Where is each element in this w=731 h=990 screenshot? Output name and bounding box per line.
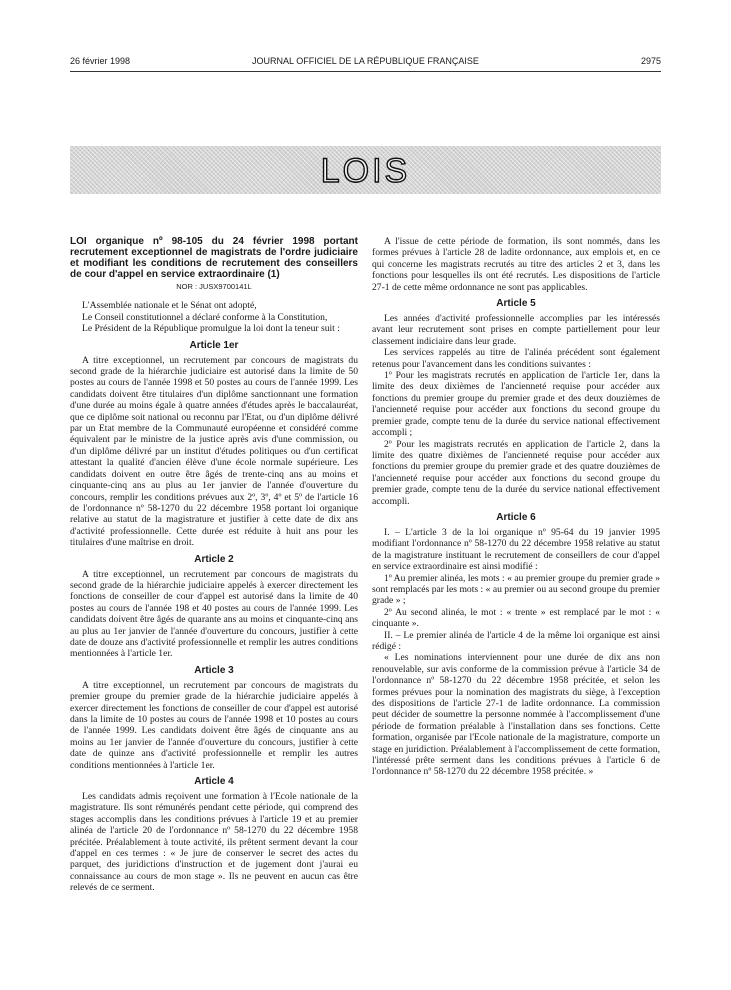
article-6-para: I. – L'article 3 de la loi organique nº 95-64 du 19 janvier 1995 modifiant l'ordonnance nº 58-1270 du 22 décembre 1958 relative au statut de la magistrature instituant le recrutement de conseillers de cour d'appel en service extraordinaire est ainsi modifié : [372, 526, 660, 573]
article-5-para: 2º Pour les magistrats recrutés en application de l'article 2, dans la limite des quatre dixièmes de l'ancienneté requise pour accéder aux fonctions du premier groupe du premier grade et des quatre douzièmes de l'ancienneté requise pour accéder aux fonctions du second groupe du premier grade, compte tenu de la durée du service national effectivement accompli. [372, 438, 660, 507]
left-column [70, 236, 358, 894]
article-6-para: « Les nominations interviennent pour une durée de dix ans non renouvelable, sur avis conforme de la commission prévue à l'article 34 de l'ordonnance nº 58-1270 du 22 décembre 1958 précitée, et selon les formes prévues pour la nomination des magistrats du siège, à l'exception des dispositions de l'article 27-1 de ladite ordonnance. La commission peut décider de soumettre la personne nommée à l'accomplissement d'une période de formation préalable à l'installation dans ses fonctions. Cette formation, organisée par l'Ecole nationale de la magistrature, comporte un stage en juridiction. Préalablement à l'accomplissement de cette formation, l'intéressé prête serment dans les conditions prévues à l'article 6 de l'ordonnance nº 58-1270 du 22 décembre 1958 précitée. » [372, 652, 660, 778]
nor-reference: NOR : JUSX9700141L [176, 282, 252, 291]
intro-para: L'Assemblée nationale et le Sénat ont adopté, [82, 300, 257, 312]
article-2-heading: Article 2 [194, 553, 234, 565]
right-column [372, 236, 660, 778]
section-band [70, 146, 661, 194]
article-5-para: Les années d'activité professionnelle accomplies par les intéressés avant leur recrutement sont prises en compte partiellement pour leur classement indiciaire dans leur grade. [372, 313, 660, 347]
article-5-para: Les services rappelés au titre de l'alinéa précédent sont également retenus pour l'avancement dans les conditions suivantes : [372, 347, 660, 370]
article-4-para: Les candidats admis reçoivent une formation à l'Ecole nationale de la magistrature. Ils sont rémunérés pendant cette période, qui comprend des stages accomplis dans les conditions prévues à l'article 19 et au premier alinéa de l'article 20 de l'ordonnance nº 58-1270 du 22 décembre 1958 précitée. Préalablement à toute activité, ils prêtent serment devant la cour d'appel en ces termes : « Je jure de conserver le secret des actes du parquet, des juridictions d'instruction et de jugement dont j'aurai eu connaissance au cours de mon stage ». Ils ne peuvent en aucun cas être relevés de ce serment. [70, 791, 358, 894]
intro-para: Le Conseil constitutionnel a déclaré conforme à la Constitution, [82, 311, 328, 323]
article-3-heading: Article 3 [194, 664, 234, 676]
article-4-para: A l'issue de cette période de formation, ils sont nommés, dans les formes prévues à l'article 28 de ladite ordonnance, aux emplois et, en ce qui concerne les magistrats recrutés au titre des articles 2 et 3, dans les fonctions pour lesquelles ils ont été recrutés. Les dispositions de l'article 27-1 de cette même ordonnance ne sont pas applicables. [372, 236, 660, 293]
section-title: LOIS [320, 152, 411, 190]
article-1-para: A titre exceptionnel, un recrutement par concours de magistrats du second grade de la hiérarchie judiciaire est autorisé dans la limite de 50 postes au cours de l'année 1998 et 50 postes au cours de l'année 1999. Les candidats doivent être titulaires d'un diplôme sanctionnant une formation d'une durée au moins égale à quatre années d'études après le baccalauréat, que ce diplôme soit national ou reconnu par l'Etat, ou d'un diplôme délivré par un Etat membre de la Communauté européenne et considéré comme équivalent par le ministre de la justice après avis d'une commission, ou d'un diplôme délivré par un institut d'études politiques ou d'un certificat attestant la qualité d'ancien élève d'une école normale supérieure. Les candidats doivent en outre être âgés de trente-cinq ans au moins et cinquante-cinq ans au plus au 1er janvier de l'année d'ouverture du concours, remplir les conditions prévues aux 2º, 3º, 4º et 5º de l'article 16 de l'ordonnance nº 58-1270 du 22 décembre 1958 portant loi organique relative au statut de la magistrature et justifier à cette date de dix ans d'activité professionnelle. Cette durée est réduite à huit ans pour les titulaires d'une maîtrise en droit. [70, 354, 358, 549]
issue-date: 26 février 1998 [70, 56, 131, 66]
article-5-para: 1º Pour les magistrats recrutés en application de l'article 1er, dans la limite des deux dixièmes de l'ancienneté requise pour accéder aux fonctions du premier groupe du premier grade et des deux douzièmes de l'ancienneté requise pour accéder aux fonctions du second groupe du premier grade, compte tenu de la durée du service national effectivement accompli ; [372, 370, 660, 439]
law-title: LOI organique nº 98-105 du 24 février 1998 portant recrutement exceptionnel de magistrats de l'ordre judiciaire et modifiant les conditions de recrutement des conseillers de cour d'appel en service extraordinaire (1) [70, 236, 358, 280]
article-2-para: A titre exceptionnel, un recrutement par concours de magistrats du second grade de la hiérarchie judiciaire appelés à exercer directement les fonctions de conseiller de cour d'appel est autorisé dans la limite de 40 postes au cours de l'année 198 et 40 postes au cours de l'année 1999. Les candidats doivent être âgés de quarante ans au moins et cinquante-cinq ans au plus au 1er janvier de l'année d'ouverture du concours, justifier à cette date de douze ans d'activité professionnelle et remplir les autres conditions mentionnées à l'article 1er. [70, 568, 358, 660]
article-5-heading: Article 5 [496, 298, 536, 310]
article-6-para: 1º Au premier alinéa, les mots : « au premier groupe du premier grade » sont remplacés par les mots : « au premier ou au second groupe du premier grade » ; [372, 572, 660, 607]
article-6-para: 2º Au second alinéa, le mot : « trente » est remplacé par le mot : « cinquante ». [372, 606, 660, 630]
article-3-para: A titre exceptionnel, un recrutement par concours de magistrats du premier groupe du premier grade de la hiérarchie judiciaire appelés à exercer directement les fonctions de conseiller de cour d'appel est autorisé dans la limite de 10 postes au cours de l'année 1998 et 10 postes au cours de l'année 1999. Les candidats doivent être âgés de cinquante ans au moins au 1er janvier de l'année d'ouverture du concours, justifier à cette date de quinze ans d'activité professionnelle et remplir les autres conditions mentionnées à l'article 1er. [70, 679, 358, 771]
article-6-heading: Article 6 [496, 511, 536, 523]
header-rule [70, 71, 661, 72]
article-6-para: II. – Le premier alinéa de l'article 4 de la même loi organique est ainsi rédigé : [372, 629, 660, 652]
article-1-heading: Article 1er [189, 339, 239, 351]
page-header [70, 56, 661, 70]
journal-name: JOURNAL OFFICIEL DE LA RÉPUBLIQUE FRANÇAISE [252, 56, 479, 66]
intro-para: Le Président de la République promulgue la loi dont la teneur suit : [82, 323, 340, 335]
article-4-heading: Article 4 [194, 776, 234, 788]
page-number: 2975 [640, 56, 661, 66]
